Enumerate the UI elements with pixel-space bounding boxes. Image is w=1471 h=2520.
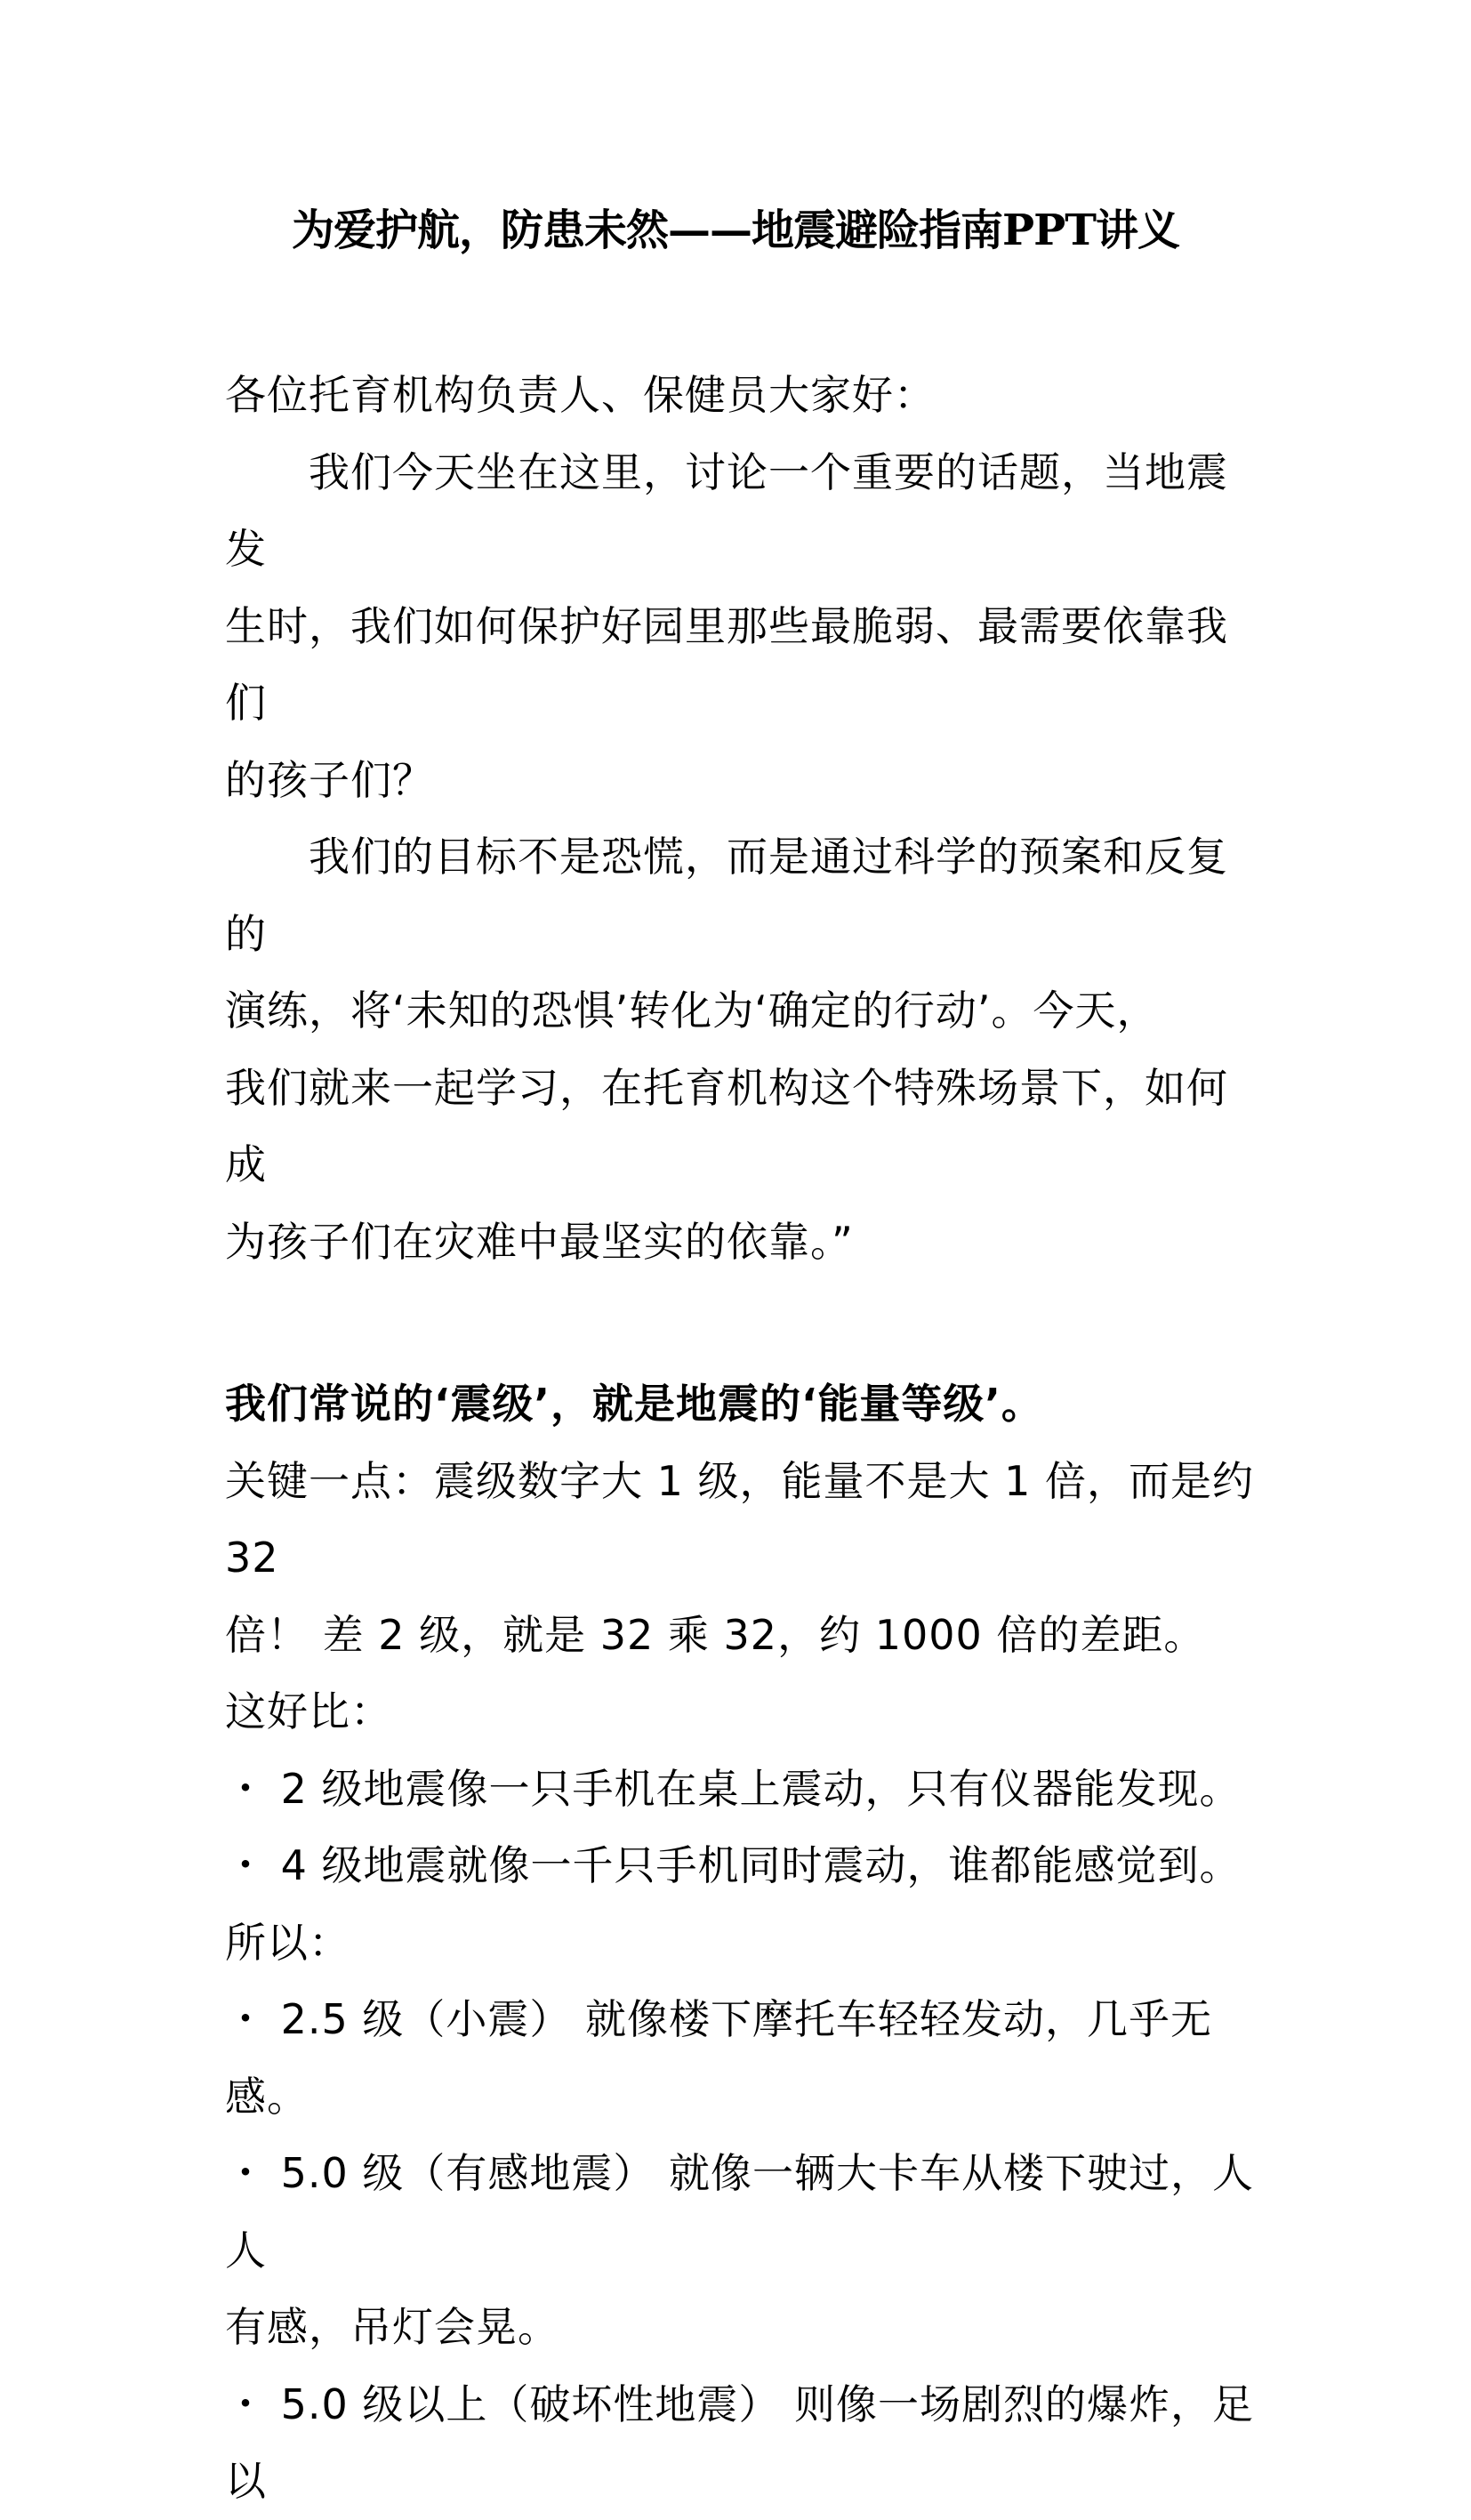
text-line: 为孩子们在灾难中最坚实的依靠。” xyxy=(225,1217,854,1266)
text-line: 的孩子们？ xyxy=(225,755,434,804)
list-item: ・ 2.5 级（小震） 就像楼下摩托车轻轻发动，几乎无感。 xyxy=(225,1995,1213,2121)
list-item: ・ 4 级地震就像一千只手机同时震动，谁都能感觉到。 xyxy=(225,1841,1242,1889)
text-line: 生时，我们如何保护好园里那些最脆弱、最需要依靠我们 xyxy=(225,601,1228,727)
text-line: 我们就来一起学习，在托育机构这个特殊场景下，如何成 xyxy=(225,1063,1228,1188)
document-title: 为爱护航，防患未然——地震避险指南PPT讲义 xyxy=(292,205,1179,255)
document-body xyxy=(225,357,1266,2520)
intro-paragraph-2 xyxy=(225,818,1266,1280)
list-item xyxy=(225,2135,1266,2366)
text-line: 倍！ 差 2 级，就是 32 乘 32，约 1000 倍的差距。 xyxy=(225,1610,1206,1659)
text-line: 有感，吊灯会晃。 xyxy=(225,2303,559,2351)
analogy-label: 这好比： xyxy=(225,1687,392,1735)
list-item: ・ 2 级地震像一只手机在桌上震动，只有仪器能发现。 xyxy=(225,1764,1242,1813)
text-line: 演练，将‘未知的恐惧’转化为‘确定的行动’。今天， xyxy=(225,986,1159,1035)
text-line: 我们今天坐在这里，讨论一个重要的话题，当地震发 xyxy=(225,447,1228,573)
spacer xyxy=(225,1280,1266,1365)
text-line: 关键一点：震级数字大 1 级，能量不是大 1 倍，而是约 32 xyxy=(225,1456,1255,1582)
text-line: ・ 5.0 级（有感地震） 就像一辆大卡车从楼下驶过，人人 xyxy=(225,2149,1255,2274)
text-line: 我们的目标不是恐慌，而是通过科学的预案和反复的 xyxy=(225,833,1228,958)
greeting: 各位托育机构负责人、保健员大家好： xyxy=(225,371,936,419)
list-item: ・ 5.0 级以上（破坏性地震） 则像一场剧烈的爆炸，足以 xyxy=(225,2379,1255,2505)
section-heading: 我们常说的‘震级’，就是地震的‘能量等级’。 xyxy=(225,1380,1043,1428)
key-point xyxy=(225,1443,1266,1674)
intro-paragraph-1 xyxy=(225,434,1266,819)
so-label: 所以： xyxy=(225,1918,350,1967)
